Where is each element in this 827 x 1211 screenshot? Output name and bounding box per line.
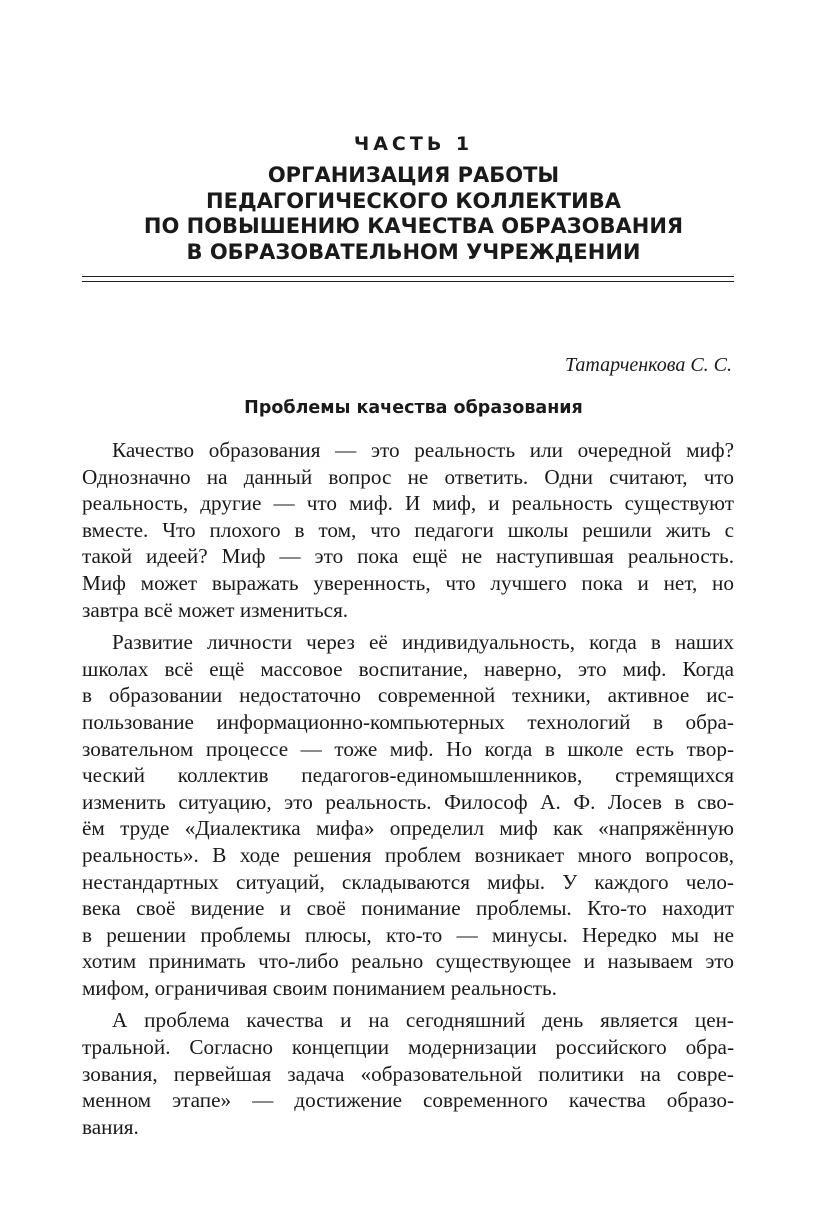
text-line: Качество образования — это реальность или очередной миф? xyxy=(112,438,734,462)
part-title xyxy=(0,163,827,265)
part-title-line: ПЕДАГОГИЧЕСКОГО КОЛЛЕКТИВА xyxy=(206,188,621,213)
text-line: вместе. Что плохого в том, что педагоги школы решили жить с xyxy=(82,517,734,542)
text-line: школах всё ещё массовое воспитание, наверно, это миф. Когда xyxy=(82,656,734,681)
part-title-line: ПО ПОВЫШЕНИЮ КАЧЕСТВА ОБРАЗОВАНИЯ xyxy=(143,214,684,238)
text-line: века своё видение и своё понимание проблемы. Кто-то находит xyxy=(82,896,734,921)
text-line: Миф может выражать уверенность, что лучшего пока и нет, но xyxy=(82,570,734,595)
text-line: реальность». В ходе решения проблем возникает много вопросов, xyxy=(82,842,734,867)
text-line: мифом, ограничивая своим пониманием реальность. xyxy=(82,975,557,1000)
paragraph xyxy=(82,437,734,623)
article-author: Татарченкова С. С. xyxy=(565,354,732,376)
text-line: хотим принимать что-либо реально существующее и называем это xyxy=(82,949,734,974)
text-line: ческий коллектив педагогов-единомышленников, стремящихся xyxy=(82,763,734,788)
text-line: зования, первейшая задача «образовательной политики на совре- xyxy=(82,1061,734,1086)
text-line: завтра всё может измениться. xyxy=(82,597,349,622)
title-divider-top xyxy=(82,276,734,277)
text-line: Однозначно на данный вопрос не ответить. Одни считают, что xyxy=(82,464,734,489)
text-line: пользование информационно-компьютерных технологий в обра- xyxy=(82,709,734,734)
text-line: реальность, другие — что миф. И миф, и реальность существуют xyxy=(82,491,734,516)
article-body xyxy=(82,437,734,1146)
part-title-line: В ОБРАЗОВАТЕЛЬНОМ УЧРЕЖДЕНИИ xyxy=(186,239,641,264)
text-line: ём труде «Диалектика мифа» определил миф как «напряжённую xyxy=(82,816,734,841)
paragraph xyxy=(82,1007,734,1140)
text-line: вания. xyxy=(82,1114,139,1139)
title-divider-bottom xyxy=(82,281,734,282)
text-line: нестандартных ситуаций, складываются мифы. У каждого чело- xyxy=(82,869,734,894)
text-line: в решении проблемы плюсы, кто-то — минусы. Нередко мы не xyxy=(82,922,734,947)
text-line: менном этапе» — достижение современного качества образо- xyxy=(82,1088,734,1113)
article-title: Проблемы качества образования xyxy=(244,398,583,418)
text-line: в образовании недостаточно современной техники, активное ис- xyxy=(82,683,734,708)
part-title-line: ОРГАНИЗАЦИЯ РАБОТЫ xyxy=(267,163,560,187)
text-line: тральной. Согласно концепции модернизации российского обра- xyxy=(82,1035,734,1060)
paragraph xyxy=(82,629,734,1001)
text-line: зовательном процессе — тоже миф. Но когда в школе есть твор- xyxy=(82,736,734,761)
text-line: Развитие личности через её индивидуальность, когда в наших xyxy=(112,630,734,655)
text-line: такой идеей? Миф — это пока ещё не наступившая реальность. xyxy=(82,544,734,569)
text-line: изменить ситуацию, это реальность. Философ А. Ф. Лосев в сво- xyxy=(82,789,734,814)
text-line: А проблема качества и на сегодняшний день является цен- xyxy=(112,1008,734,1033)
part-label: ЧАСТЬ 1 xyxy=(353,133,474,155)
